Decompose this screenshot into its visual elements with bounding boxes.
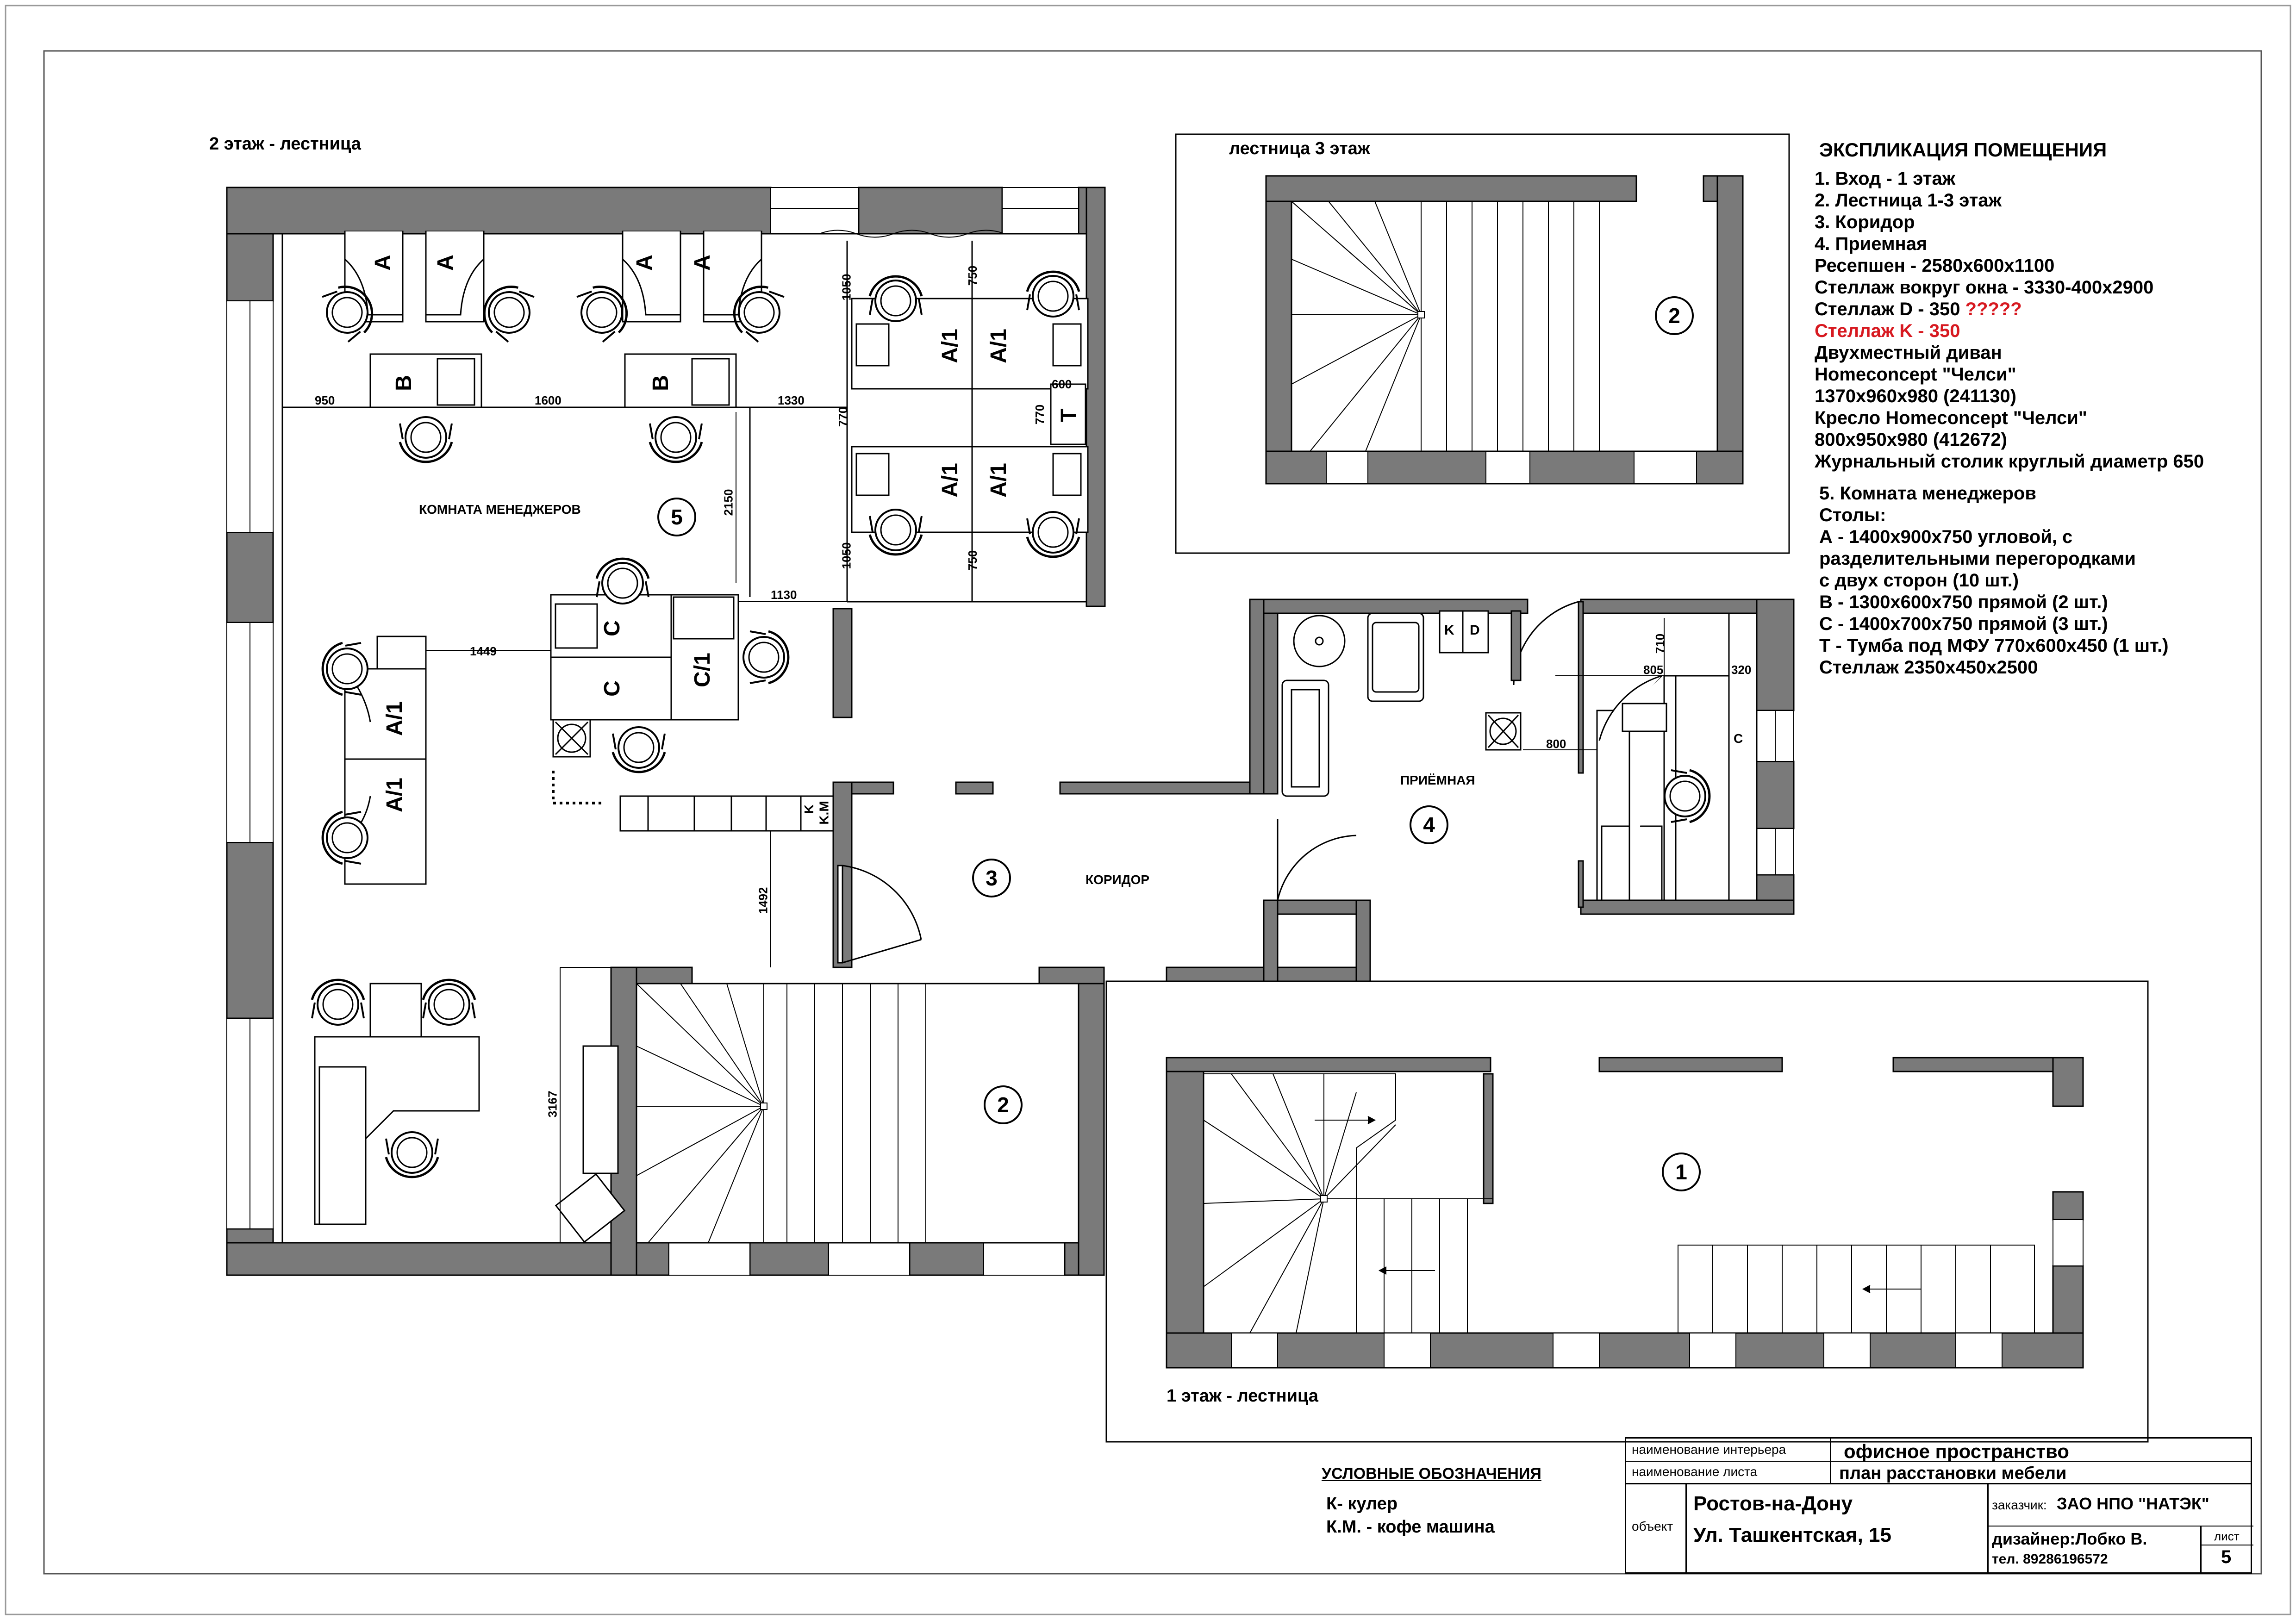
explication-item: 3. Коридор [1815,212,1915,232]
tb-designer: дизайнер:Лобко В. [1992,1529,2147,1548]
explication-managers-line: В - 1300х600х750 прямой (2 шт.) [1819,592,2108,612]
desk-label-a1: A/1 [382,701,407,736]
tb-label-interior: наименование интерьера [1632,1442,1786,1457]
legend-item-coffee: К.М. - кофе машина [1326,1517,1495,1537]
stair1-steps [1204,1074,2034,1333]
dimension-750: 750 [966,550,980,571]
tb-object-line2: Ул. Ташкентская, 15 [1693,1524,1891,1546]
desk-label-a: A [433,255,458,271]
desk-label-b: B [391,375,416,391]
legend-item-cooler: К- кулер [1326,1494,1398,1514]
room-number-5: 5 [657,498,696,536]
room-number-2-stair3: 2 [1655,296,1694,335]
dimension-950: 950 [315,393,335,407]
reception-label-k: K [1444,623,1454,638]
tb-label-object: объект [1632,1519,1673,1533]
desk-label-a1: A/1 [937,329,962,363]
explication-panel [1815,139,2277,679]
dimension-1492: 1492 [756,887,770,914]
explication-question-marks: ????? [1965,299,2022,319]
stair1-frame [1106,981,2148,1442]
tb-divider [1987,1483,1989,1572]
tb-label-list: лист [2214,1529,2240,1543]
dimension-770: 770 [836,406,850,427]
dimension-320: 320 [1731,663,1752,677]
tb-row-sheet [1626,1461,2251,1484]
tb-hline [1987,1526,2253,1527]
explication-shelf-d: Стеллаж D - 350 ????? [1815,299,2022,319]
tb-divider [1830,1461,1831,1483]
tb-row-object [1626,1483,2251,1572]
explication-managers-line: Стеллаж 2350х450х2500 [1819,657,2038,678]
desk-label-a1: A/1 [382,778,407,812]
room-number-1: 1 [1662,1153,1701,1191]
desk-label-a1: A/1 [986,329,1011,363]
stair1-walls [1167,1058,2083,1368]
tb-client: ЗАО НПО "НАТЭК" [2057,1494,2209,1513]
legend-title: УСЛОВНЫЕ ОБОЗНАЧЕНИЯ [1322,1465,1541,1483]
dimension-1449: 1449 [470,644,497,658]
stair3-steps [1292,201,1599,451]
tb-value-sheet: план расстановки мебели [1839,1464,2067,1483]
explication-reception-line: Двухместный диван [1815,343,2002,363]
explication-managers-line: с двух сторон (10 шт.) [1819,570,2019,591]
desk-label-c: C [599,620,624,636]
tb-label-client: заказчик: [1992,1498,2047,1512]
dimension-750: 750 [966,265,980,286]
explication-managers-line: А - 1400х900х750 угловой, с [1819,527,2073,547]
dimension-770: 770 [1033,404,1047,425]
explication-reception-line: Homeconcept "Челси" [1815,364,2016,385]
dimension-1330: 1330 [778,393,805,407]
explication-managers-line: разделительными перегородками [1819,548,2136,569]
explication-title: ЭКСПЛИКАЦИЯ ПОМЕЩЕНИЯ [1819,139,2107,161]
desk-label-c1: C/1 [690,653,715,687]
dimension-600: 600 [1052,377,1072,391]
tb-divider [1830,1439,1831,1461]
bottom-left-desk [315,984,624,1242]
shelf-label-km: K.M [817,801,831,825]
explication-reception-line: Журнальный столик круглый диаметр 650 [1815,451,2204,472]
desk-label-a: A [690,255,715,271]
room-label-managers: КОМНАТА МЕНЕДЖЕРОВ [419,502,581,517]
dimension-1050: 1050 [839,274,854,301]
dimension-1600: 1600 [535,393,562,407]
tb-value-interior: офисное пространство [1844,1440,2069,1462]
explication-managers-line: Столы: [1819,505,1886,525]
explication-reception-line: Кресло Homeconcept "Челси" [1815,408,2087,428]
room-label-reception: ПРИЁМНАЯ [1400,773,1475,787]
shelf-label-k: K [802,804,817,814]
desk-label-t: T [1057,408,1082,423]
reception-label-c: C [1734,731,1743,746]
desk-label-a1: A/1 [937,463,962,498]
title-block [1625,1437,2252,1574]
explication-item: 2. Лестница 1-3 этаж [1815,190,2002,211]
desk-label-a: A [370,255,395,271]
dimension-805: 805 [1643,663,1664,677]
dimension-1050: 1050 [839,542,854,569]
shelf-cooler-row [553,771,833,831]
room-number-4: 4 [1410,805,1448,844]
tb-divider [2200,1526,2202,1572]
explication-managers-line: С - 1400х700х750 прямой (3 шт.) [1819,614,2108,634]
room-number-2-main: 2 [984,1085,1023,1124]
dimension-3167: 3167 [545,1090,560,1118]
room-label-corridor: КОРИДОР [1086,872,1150,887]
reception-label-d: D [1470,623,1480,638]
dimension-800: 800 [1546,737,1566,751]
room-number-3: 3 [972,859,1011,897]
tb-object-line1: Ростов-на-Дону [1693,1492,1853,1515]
explication-reception-line: Ресепшен - 2580х600х1100 [1815,255,2055,276]
explication-item: 1. Вход - 1 этаж [1815,168,1956,189]
desk-label-a1: A/1 [986,463,1011,498]
floor1-stair-title: 1 этаж - лестница [1167,1386,1318,1406]
explication-reception-line: Стеллаж вокруг окна - 3330-400х2900 [1815,277,2154,298]
tb-divider [1685,1483,1687,1572]
dimension-1130: 1130 [771,588,797,602]
desk-label-b: B [648,375,673,391]
tb-list-number: 5 [2221,1547,2232,1567]
tb-phone: тел. 89286196572 [1992,1551,2108,1567]
desk-label-a: A [632,255,657,271]
desk-label-c: C [599,680,624,697]
dimension-710: 710 [1653,633,1667,654]
legend [1322,1465,1541,1539]
explication-managers-line: 5. Комната менеджеров [1819,483,2036,504]
explication-shelf-k: Стеллаж K - 350 [1815,321,1960,341]
explication-managers-line: Т - Тумба под МФУ 770х600х450 (1 шт.) [1819,636,2169,656]
explication-reception-line: 800х950х980 (412672) [1815,430,2007,450]
tb-label-sheet: наименование листа [1632,1464,1758,1479]
floor2-stair-title: 2 этаж - лестница [209,134,361,154]
explication-reception-line: 1370х960х980 (241130) [1815,386,2016,406]
dimension-2150: 2150 [721,489,736,516]
tb-row-interior [1626,1439,2251,1462]
floor3-stair-title: лестница 3 этаж [1229,139,1370,158]
explication-item: 4. Приемная [1815,234,1928,254]
